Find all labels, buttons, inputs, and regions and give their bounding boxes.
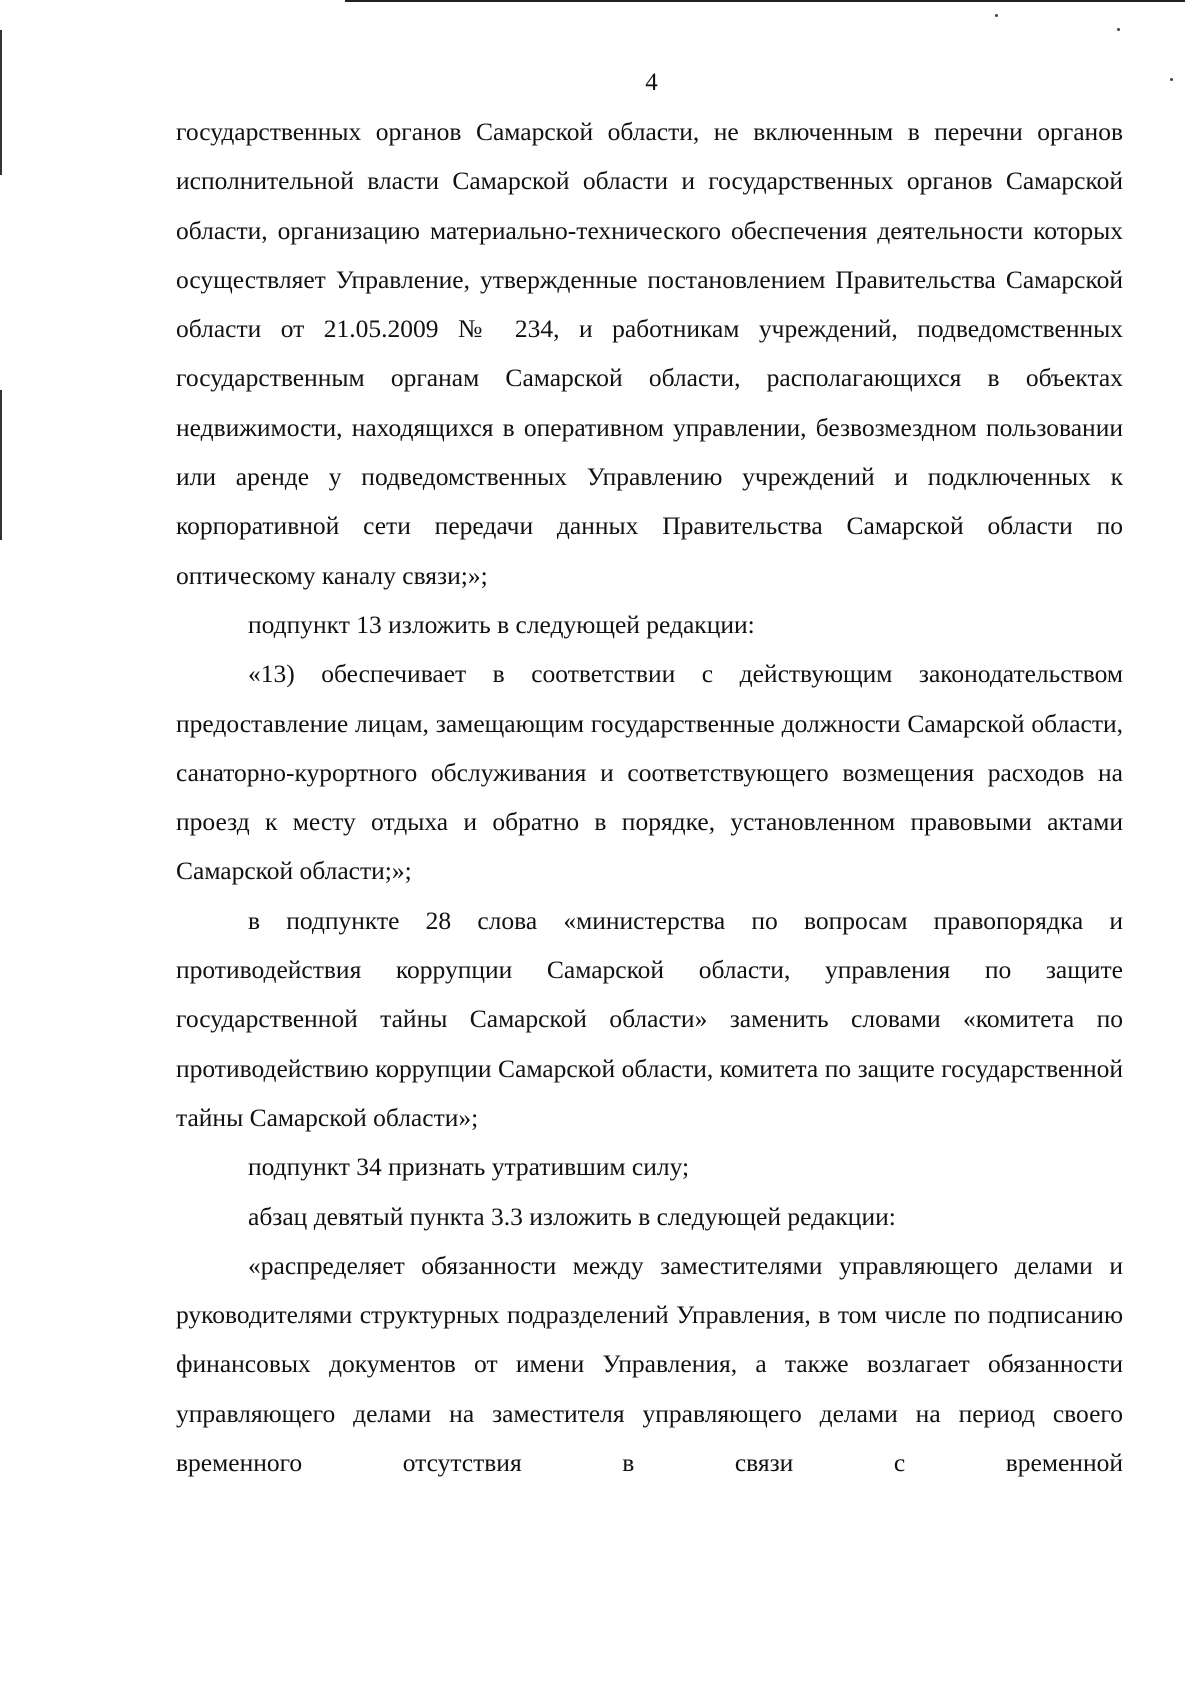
scan-margin-line <box>0 390 2 540</box>
paragraph-subpoint-13-intro: подпункт 13 изложить в следующей редакции: <box>248 609 755 639</box>
paragraph-continuation: государственных органов Самарской области, не включенным в перечни органов исполнительной власти Самарской области и государственных органов Самарской области, организацию материально-технического обеспечения деятельности которых осуществляет Управление, утвержденные постановлением Правительства Самарской области от 21.05.2009 № 234, и работникам учреждений, подведомственных государственным органам Самарской области, располагающихся в объектах недвижимости, находящихся в оперативном управлении, безвозмездном пользовании или аренде у подведомственных Управлению учреждений и подключенных к корпоративной сети передачи данных Правительства Самарской области по оптическому каналу связи;»; <box>176 117 1123 590</box>
paragraph-point-3-3-intro: абзац девятый пункта 3.3 изложить в следующей редакции: <box>248 1201 896 1231</box>
paragraph-point-3-3-text: «распределяет обязанности между заместителями управляющего делами и руководителями структурных подразделений Управления, в том числе по подписанию финансовых документов от имени Управления, а также возлагает обязанности управляющего делами на заместителя управляющего делами на период своего временного отсутствия в связи с временной <box>176 1250 1123 1478</box>
document-body <box>176 107 1123 1487</box>
top-edge-rule <box>345 0 1185 2</box>
scan-speck <box>1117 28 1120 31</box>
scan-speck <box>995 14 998 17</box>
page-number: 4 <box>645 69 658 96</box>
scan-margin-line <box>0 30 2 175</box>
paragraph-subpoint-28: в подпункте 28 слова «министерства по вопросам правопорядка и противодействия коррупции Самарской области, управления по защите государственной тайны Самарской области» заменить словами «комитета по противодействию коррупции Самарской области, комитета по защите государственной тайны Самарской области»; <box>176 905 1123 1132</box>
paragraph-subpoint-34: подпункт 34 признать утратившим силу; <box>248 1152 690 1182</box>
paragraph-subpoint-13-text: «13) обеспечивает в соответствии с действующим законодательством предоставление лицам, замещающим государственные должности Самарской области, санаторно-курортного обслуживания и соответствующего возмещения расходов на проезд к месту отдыха и обратно в порядке, установленном правовыми актами Самарской области;»; <box>176 659 1123 886</box>
